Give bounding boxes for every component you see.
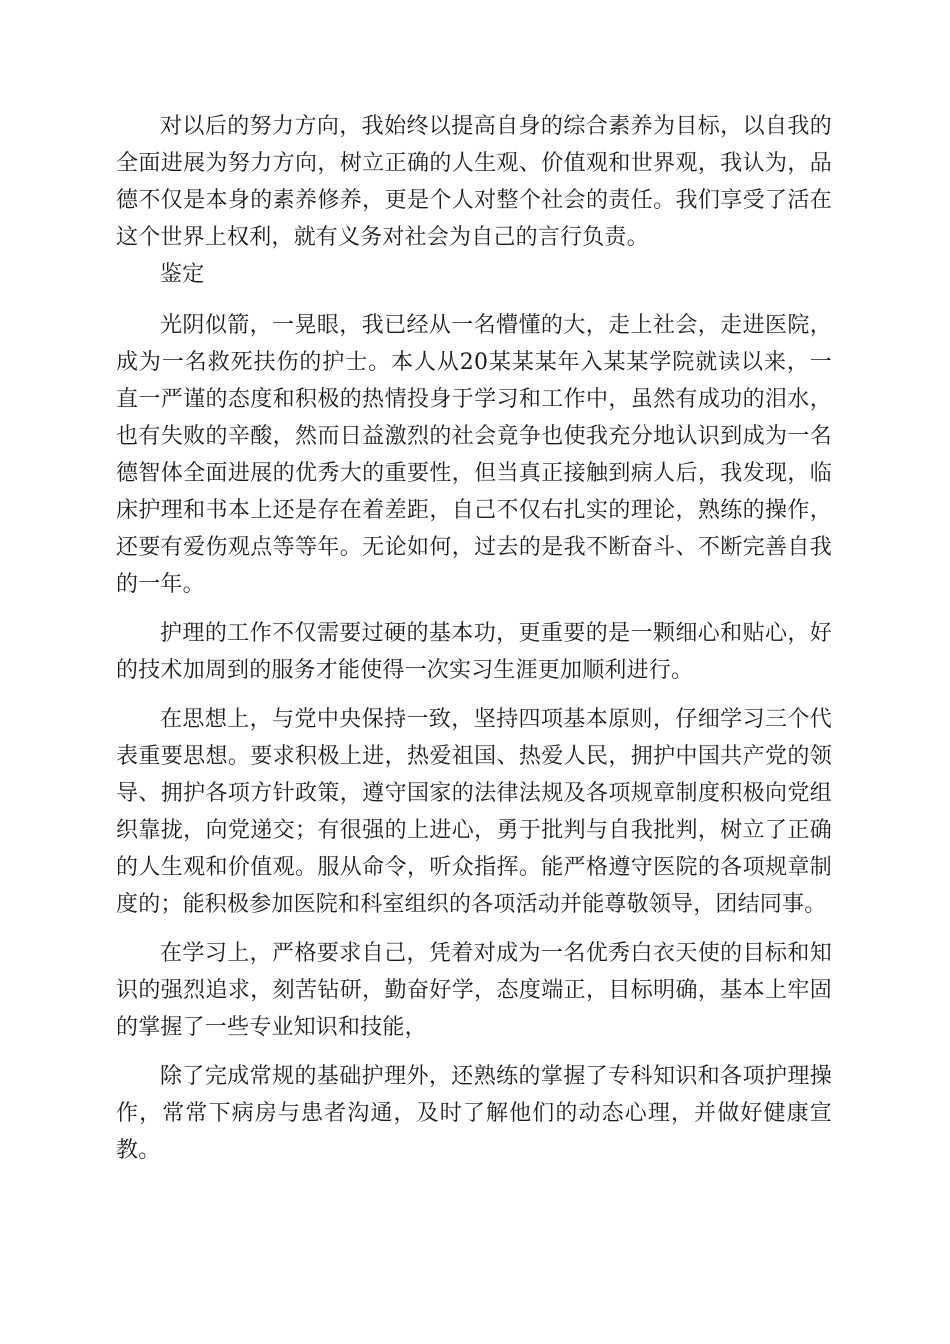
paragraph-ideology: 在思想上，与党中央保持一致，坚持四项基本原则，仔细学习三个代表重要思想。要求积极上进，热爱祖国、热爱人民，拥护中国共产党的领导、拥护各项方针政策，遵守国家的法律法规及各项规章制度积极向党组织靠拢，向党递交；有很强的上进心，勇于批判与自我批判，树立了正确的人生观和价值观。服从命令，听众指挥。能严格遵守医院的各项规章制度的；能积极参加医院和科室组织的各项活动并能尊敬领导，团结同事。 [116, 707, 832, 917]
document-body [116, 108, 832, 1169]
paragraph-future-direction: 对以后的努力方向，我始终以提高自身的综合素养为目标，以自我的全面进展为努力方向，树立正确的人生观、价值观和世界观，我认为，品德不仅是本身的素养修养，更是个人对整个社会的责任。我们享受了活在这个世界上权利，就有义务对社会为自己的言行负责。 [116, 114, 832, 250]
paragraph-study: 在学习上，严格要求自己，凭着对成为一名优秀白衣天使的目标和知识的强烈追求，刻苦钻研，勤奋好学，态度端正，目标明确，基本上牢固的掌握了一些专业知识和技能， [116, 941, 832, 1040]
paragraph-basic-nursing: 除了完成常规的基础护理外，还熟练的掌握了专科知识和各项护理操作，常常下病房与患者沟通，及时了解他们的动态心理，并做好健康宣教。 [116, 1064, 832, 1163]
paragraph-nursing-work: 护理的工作不仅需要过硬的基本功，更重要的是一颗细心和贴心，好的技术加周到的服务才能使得一次实习生涯更加顺利进行。 [116, 621, 832, 683]
section-heading-appraisal: 鉴定 [160, 262, 205, 287]
paragraph-time-flies: 光阴似箭，一晃眼，我已经从一名懵懂的大，走上社会，走进医院，成为一名救死扶伤的护士。本人从20某某某年入某某学院就读以来，一直一严谨的态度和积极的热情投身于学习和工作中，虽然有成功的泪水，也有失败的辛酸，然而日益激烈的社会竟争也使我充分地认识到成为一名德智体全面进展的优秀大的重要性，但当真正接触到病人后，我发现，临床护理和书本上还是存在着差距，自己不仅右扎实的理论，熟练的操作，还要有爱伤观点等等年。无论如何，过去的是我不断奋斗、不断完善自我的一年。 [116, 313, 832, 597]
